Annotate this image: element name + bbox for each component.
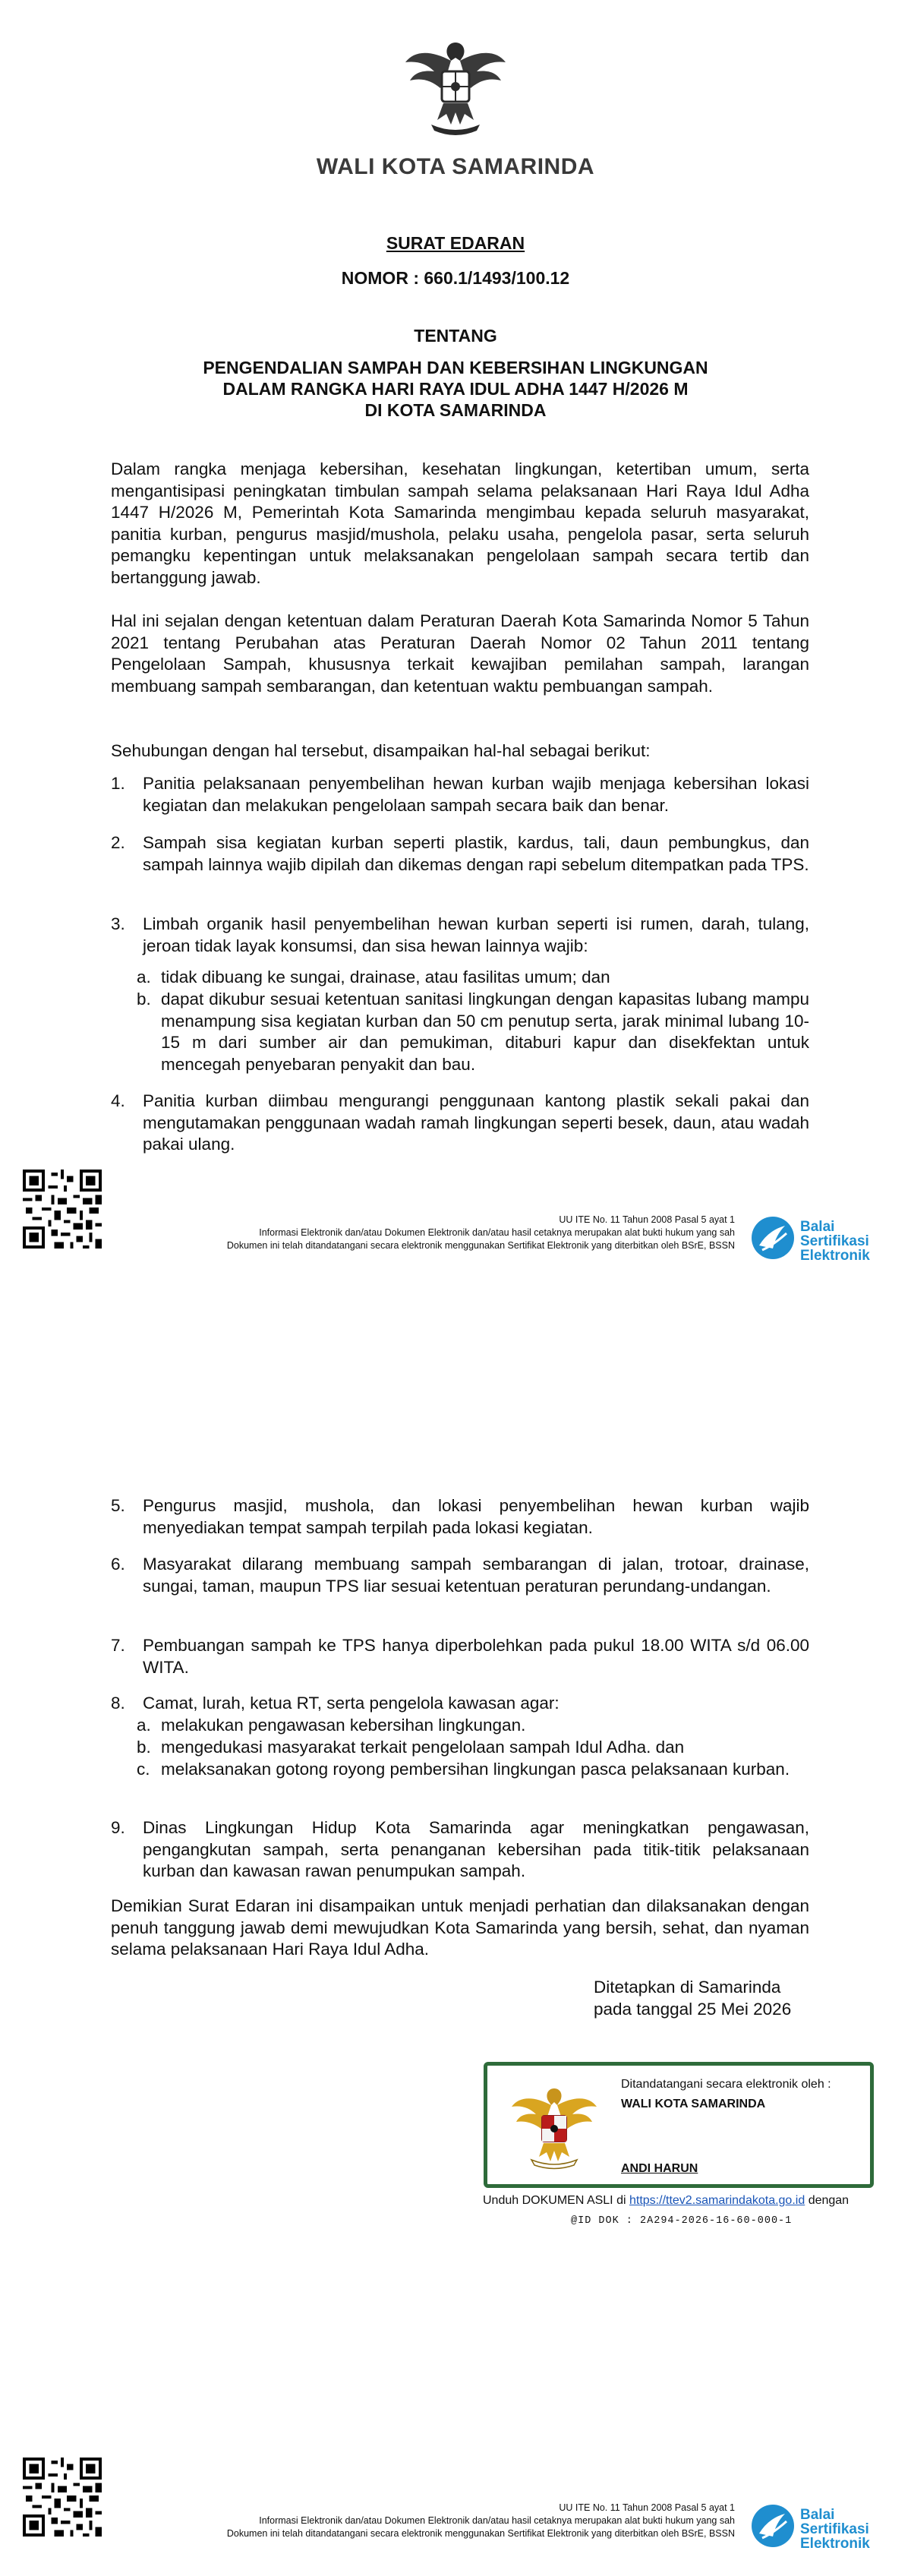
electronic-signature-box	[484, 2062, 874, 2188]
intro-list-paragraph: Sehubungan dengan hal tersebut, disampaikan hal-hal sebagai berikut:	[111, 741, 651, 760]
list-item-number: 4.	[111, 1091, 125, 1110]
list-item-text: Panitia kurban diimbau mengurangi penggunaan kantong plastik sekali pakai dan mengutamakan penggunaan wadah ramah lingkungan seperti besek, daun, atau wadah pakai ulang.	[143, 1091, 809, 1154]
government-title: WALI KOTA SAMARINDA	[316, 154, 595, 179]
footer-legal-note	[128, 1214, 735, 1252]
bsre-logo-line-2: Sertifikasi	[800, 1233, 869, 1249]
list-item-number: 6.	[111, 1555, 125, 1574]
subject-line-2: DALAM RANGKA HARI RAYA IDUL ADHA 1447 H/2026 M	[222, 379, 689, 399]
list-item-text: Pembuangan sampah ke TPS hanya diperbolehkan pada pukul 18.00 WITA s/d 06.00 WITA.	[143, 1636, 809, 1677]
list-item-number: 7.	[111, 1636, 125, 1655]
download-link[interactable]: https://ttev2.samarindakota.go.id	[629, 2194, 805, 2207]
document-type-title: SURAT EDARAN	[386, 233, 525, 253]
list-item-text: Masyarakat dilarang membuang sampah sembarangan di jalan, trotoar, drainase, sungai, taman, maupun TPS liar sesuai ketentuan peraturan perundang-undangan.	[143, 1555, 809, 1596]
qr-code-icon	[23, 2458, 102, 2537]
sub-item-letter: a.	[137, 1716, 151, 1735]
list-item-text: Sampah sisa kegiatan kurban seperti plastik, kardus, tali, daun pembungkus, dan sampah lainnya wajib dipilah dan dikemas dengan rapi sebelum ditempatkan pada TPS.	[143, 833, 809, 874]
footer-law-reference: UU ITE No. 11 Tahun 2008 Pasal 5 ayat 1	[559, 1214, 735, 1225]
list-item-number: 5.	[111, 1496, 125, 1515]
opening-paragraph: Dalam rangka menjaga kebersihan, kesehatan lingkungan, ketertiban umum, serta mengantisipasi peningkatan timbulan sampah selama pelaksanaan Hari Raya Idul Adha 1447 H/2026 M, Pemerintah Kota Samarinda mengimbau kepada seluruh masyarakat, panitia kurban, pengurus masjid/mushola, pelaku usaha, pengelola pasar, serta seluruh pemangku kepentingan untuk melaksanakan pengelolaan sampah secara tertib dan bertanggung jawab.	[111, 459, 809, 587]
sub-item-letter: c.	[137, 1760, 150, 1779]
subject-line-1: PENGENDALIAN SAMPAH DAN KEBERSIHAN LINGKUNGAN	[203, 358, 708, 377]
sub-item-text: mengedukasi masyarakat terkait pengelolaan sampah Idul Adha. dan	[161, 1738, 685, 1757]
bsre-logo-line-2: Sertifikasi	[800, 2521, 869, 2537]
sub-item-text: melakukan pengawasan kebersihan lingkungan.	[161, 1716, 526, 1735]
list-item-number: 8.	[111, 1694, 125, 1713]
list-item-number: 1.	[111, 774, 125, 793]
bsre-logo-line-1: Balai	[800, 2507, 835, 2523]
page-2	[0, 1288, 911, 2576]
bsre-logo	[750, 2503, 879, 2552]
list-item-text: Dinas Lingkungan Hidup Kota Samarinda agar meningkatkan pengawasan, pengangkutan sampah, serta penanganan kebersihan pada titik-titik pelaksanaan kurban dan kawasan rawan penumpukan sampah.	[143, 1818, 809, 1880]
qr-code-icon	[23, 1170, 102, 1249]
footer-signature-note: Dokumen ini telah ditandatangani secara elektronik menggunakan Sertifikat Elektronik yang diterbitkan oleh BSrE, BSSN	[226, 1240, 735, 1251]
list-item-text: Limbah organik hasil penyembelihan hewan kurban seperti isi rumen, darah, tulang, jeroan tidak layak konsumsi, dan sisa hewan lainnya wajib:	[143, 914, 809, 955]
issuance-date: pada tanggal 25 Mei 2026	[594, 2000, 792, 2019]
list-item-number: 3.	[111, 914, 125, 933]
about-label: TENTANG	[414, 326, 497, 346]
sub-item-text: melaksanakan gotong royong pembersihan lingkungan pasca pelaksanaan kurban.	[161, 1760, 790, 1779]
footer-signature-note: Dokumen ini telah ditandatangani secara elektronik menggunakan Sertifikat Elektronik yang diterbitkan oleh BSrE, BSSN	[226, 2528, 735, 2539]
footer-legal-note	[128, 2502, 735, 2540]
download-suffix: dengan	[808, 2194, 850, 2207]
footer-evidence-note: Informasi Elektronik dan/atau Dokumen Elektronik dan/atau hasil cetaknya merupakan alat bukti hukum yang sah	[259, 1227, 735, 1238]
bsre-logo-line-3: Elektronik	[800, 2536, 870, 2552]
subject-line-3: DI KOTA SAMARINDA	[364, 400, 547, 420]
sub-item-letter: a.	[137, 968, 151, 987]
list-item-text: Camat, lurah, ketua RT, serta pengelola kawasan agar:	[143, 1694, 560, 1713]
download-note	[483, 2194, 878, 2208]
signed-by-label: Ditandatangani secara elektronik oleh :	[621, 2078, 831, 2091]
closing-paragraph: Demikian Surat Edaran ini disampaikan untuk menjadi perhatian dan dilaksanakan dengan penuh tanggung jawab demi mewujudkan Kota Samarinda yang bersih, sehat, dan nyaman selama pelaksanaan Hari Raya Idul Adha.	[111, 1896, 809, 1959]
bsre-logo-icon	[750, 2503, 796, 2549]
download-prefix: Unduh DOKUMEN ASLI di	[483, 2194, 626, 2207]
signer-name: ANDI HARUN	[621, 2162, 698, 2175]
garuda-emblem-icon	[401, 27, 510, 141]
sub-item-text: tidak dibuang ke sungai, drainase, atau fasilitas umum; dan	[161, 968, 610, 987]
footer-evidence-note: Informasi Elektronik dan/atau Dokumen Elektronik dan/atau hasil cetaknya merupakan alat bukti hukum yang sah	[259, 2515, 735, 2526]
footer-law-reference: UU ITE No. 11 Tahun 2008 Pasal 5 ayat 1	[559, 2502, 735, 2513]
garuda-emblem-icon	[509, 2079, 600, 2172]
list-item-number: 2.	[111, 833, 125, 852]
issuance-place: Ditetapkan di Samarinda	[594, 1978, 781, 1997]
bsre-logo-icon	[750, 1215, 796, 1261]
signer-office: WALI KOTA SAMARINDA	[621, 2098, 766, 2110]
sub-item-letter: b.	[137, 1738, 151, 1757]
bsre-logo-line-3: Elektronik	[800, 1248, 870, 1264]
sub-item-letter: b.	[137, 990, 151, 1009]
bsre-logo-line-1: Balai	[800, 1219, 835, 1235]
bsre-logo	[750, 1215, 879, 1264]
document-number: NOMOR : 660.1/1493/100.12	[341, 268, 570, 288]
document-id: @ID DOK : 2A294-2026-16-60-000-1	[571, 2215, 793, 2227]
sub-item-text: dapat dikubur sesuai ketentuan sanitasi lingkungan dengan kapasitas lubang mampu menampung sisa kegiatan kurban dan 50 cm penutup serta, jarak minimal lubang 10-15 m dari sumber air dan pemukiman, ditaburi kapur dan disekfektan untuk mencegah penyebaran penyakit dan bau.	[161, 990, 809, 1074]
legal-basis-paragraph: Hal ini sejalan dengan ketentuan dalam Peraturan Daerah Kota Samarinda Nomor 5 Tahun 2021 tentang Perubahan atas Peraturan Daerah Nomor 02 Tahun 2011 tentang Pengelolaan Sampah, khususnya terkait kewajiban pemilahan sampah, larangan membuang sampah sembarangan, dan ketentuan waktu pembuangan sampah.	[111, 611, 809, 696]
list-item-text: Pengurus masjid, mushola, dan lokasi penyembelihan hewan kurban wajib menyediakan tempat sampah terpilah pada lokasi kegiatan.	[143, 1496, 809, 1537]
list-item-text: Panitia pelaksanaan penyembelihan hewan kurban wajib menjaga kebersihan lokasi kegiatan dan melakukan pengelolaan sampah secara baik dan benar.	[143, 774, 809, 815]
list-item-number: 9.	[111, 1818, 125, 1837]
